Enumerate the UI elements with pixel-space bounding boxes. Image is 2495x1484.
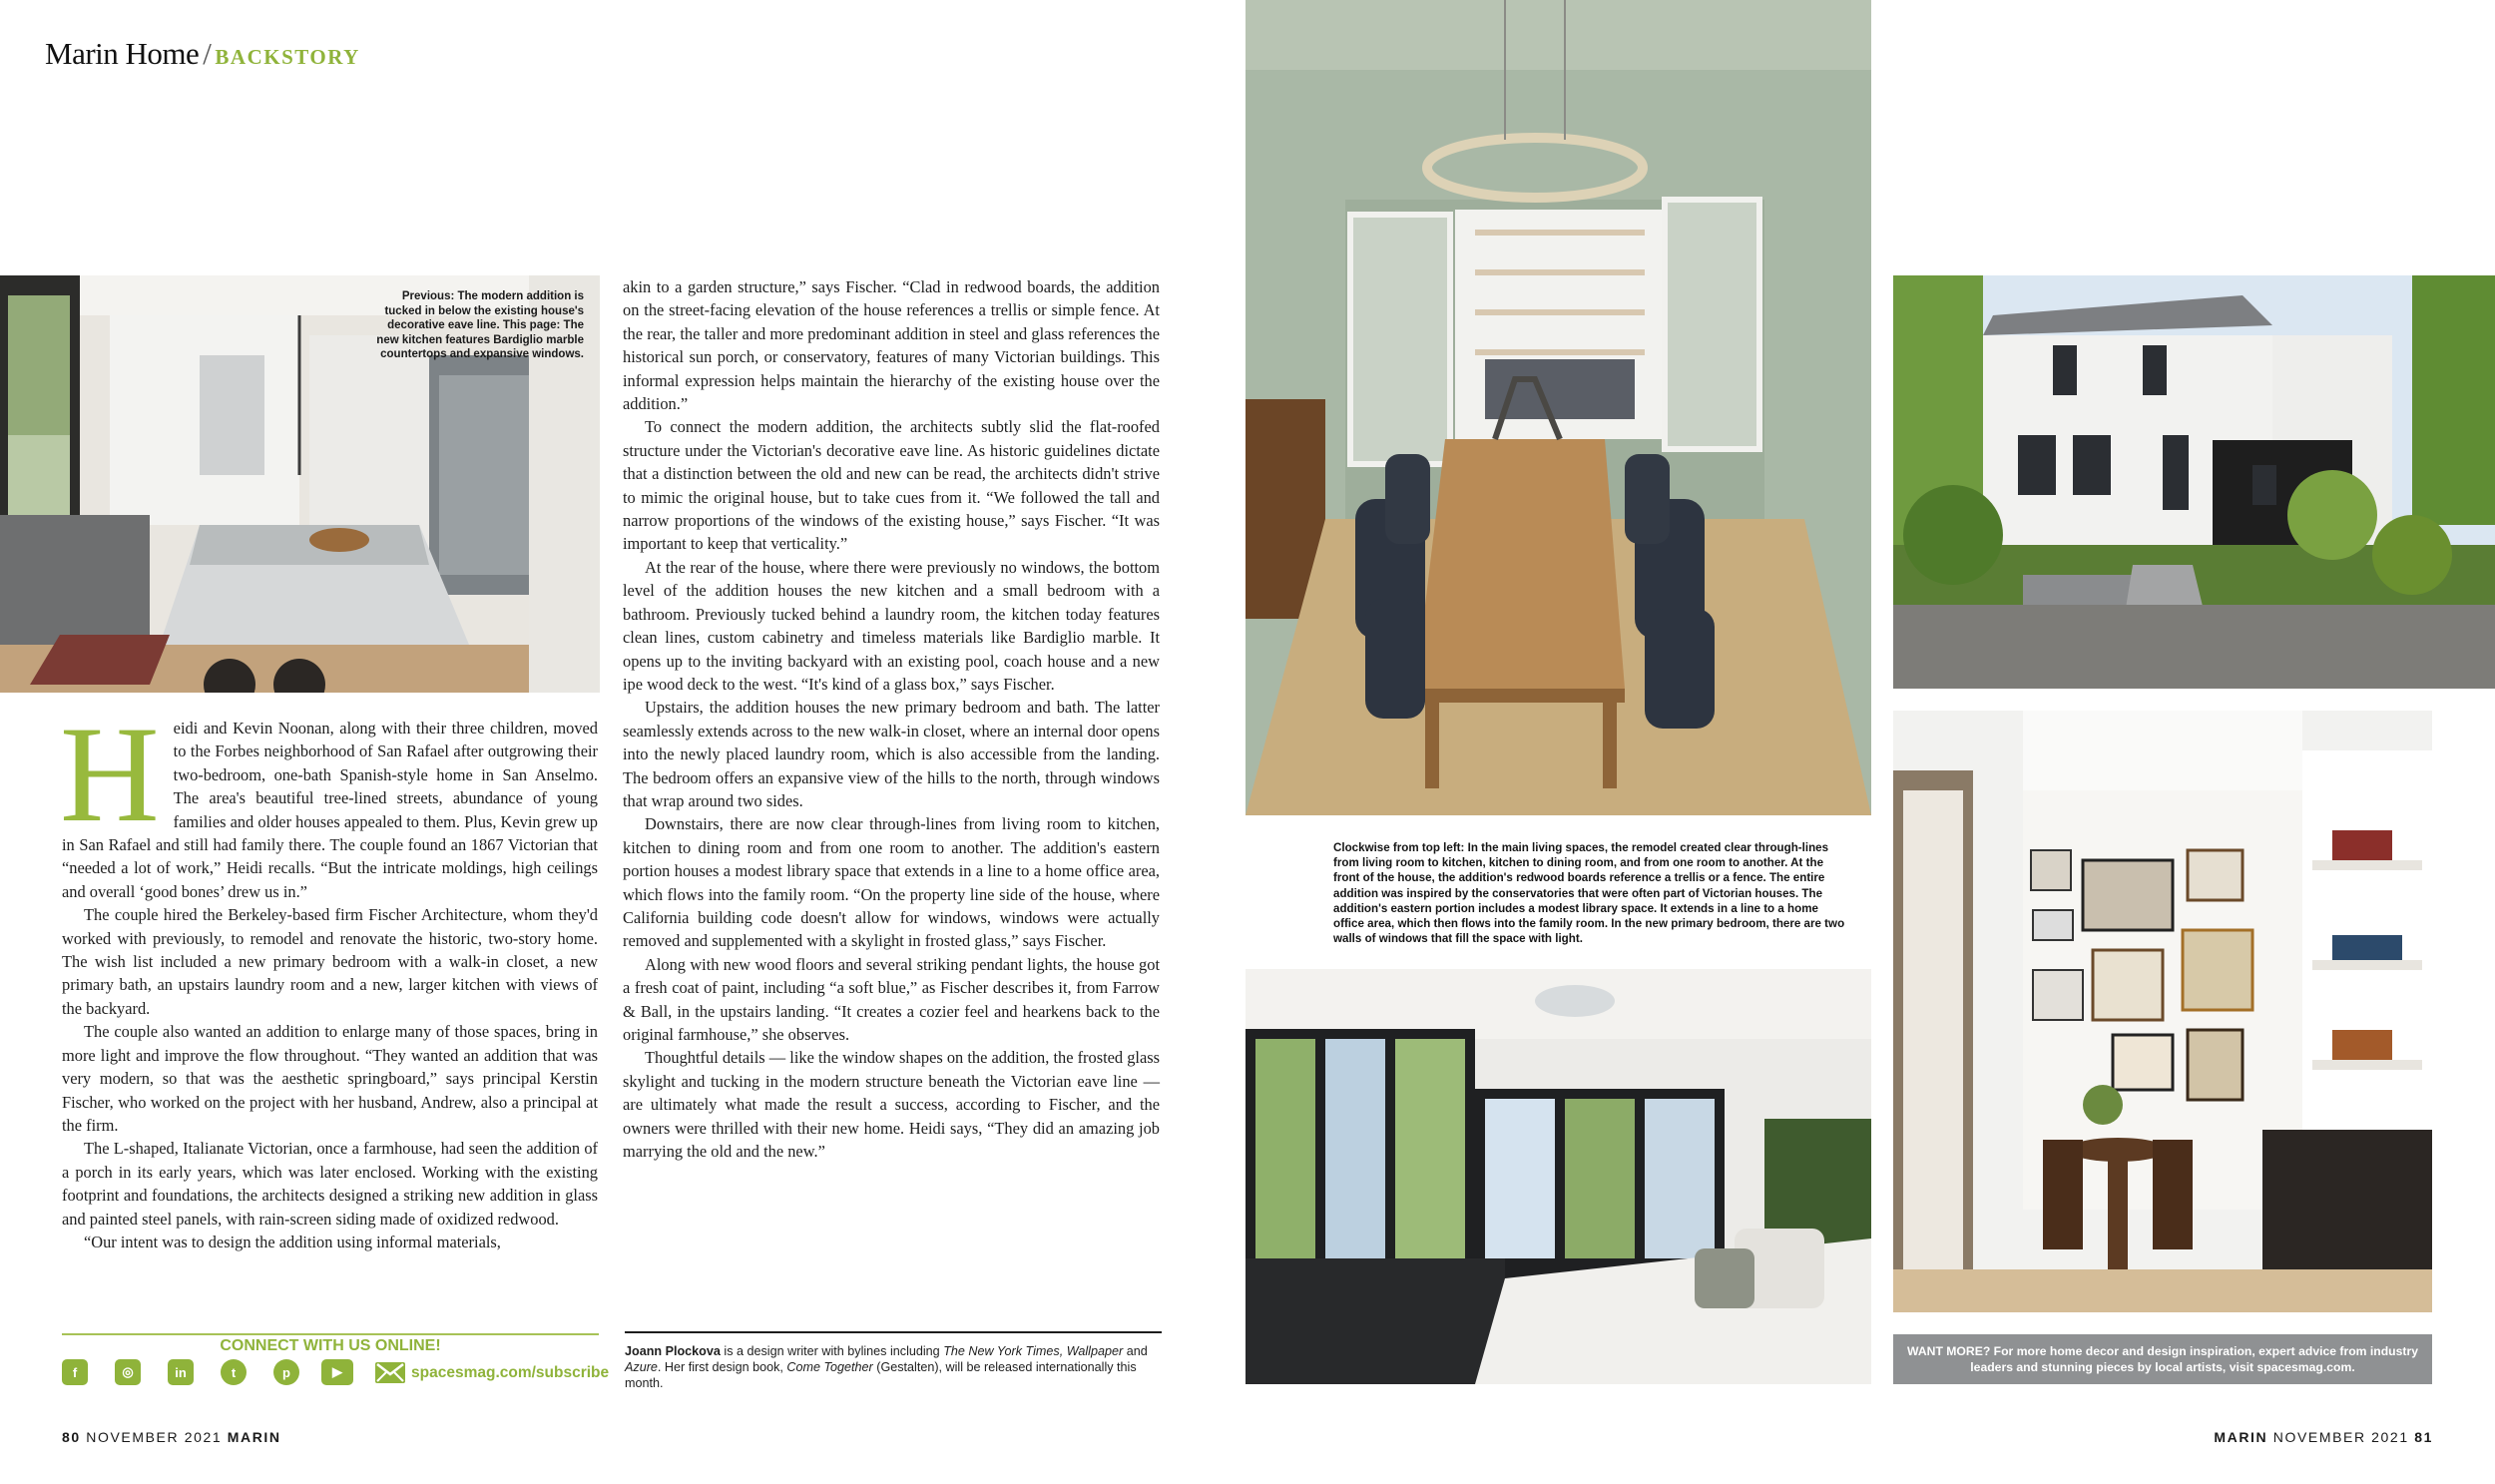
- paragraph: Thoughtful details — like the window shapes on the addition, the frosted glass skylight and tucking in the modern structure beneath the Victorian eave line — are ultimately what made the result a success, according to Fischer, and the owners were thrilled with their new home. Heidi says, “They did an amazing job marrying the old and the new.”: [623, 1048, 1160, 1162]
- running-header: [45, 36, 360, 72]
- author-name: Joann Plockova: [625, 1344, 721, 1358]
- paragraph: Upstairs, the addition houses the new primary bedroom and bath. The latter seamlessly extends across to the new walk-in closet, where an internal door opens into the newly placed laundry room, which is also accessible from the landing. The bedroom offers an expansive view of the hills to the north, through windows that wrap around two sides.: [623, 698, 1160, 810]
- book-title: Come Together: [786, 1360, 873, 1374]
- bio-rule: [625, 1331, 1162, 1333]
- youtube-icon[interactable]: ▶: [321, 1359, 353, 1385]
- kitchen-photo-caption: Previous: The modern addition is tucked in below the existing house's decorative eave line. This page: The new kitchen features Bardiglio marble countertops and expansive windows.: [376, 290, 584, 360]
- page-number: 81: [2414, 1429, 2433, 1445]
- bio-text: and: [1123, 1344, 1148, 1358]
- folio-left: [62, 1429, 281, 1445]
- brand-name: Marin Home: [45, 36, 200, 71]
- paragraph: To connect the modern addition, the architects subtly slid the flat-roofed structure under the Victorian's decorative eave line. As historic guidelines dictate that a distinction between the old and new can be read, the architects didn't strive to mimic the original house, but to take cues from it. “We followed the tall and narrow proportions of the windows of the existing house,” says Fischer. “It was important to keep that verticality.”: [623, 417, 1160, 554]
- paragraph: The couple also wanted an addition to enlarge many of those spaces, bring in more light and improve the flow throughout. “They wanted an addition that was very modern, so that was the aesthetic springboard,” says principal Kerstin Fischer, who worked on the project with her husband, Andrew, also a principal at the firm.: [62, 1022, 598, 1135]
- drop-cap: H: [60, 698, 160, 850]
- magazine-name: MARIN: [2214, 1429, 2268, 1445]
- magazine-name: MARIN: [227, 1429, 281, 1445]
- issue-date: NOVEMBER 2021: [2272, 1429, 2409, 1445]
- paragraph: At the rear of the house, where there were previously no windows, the bottom level of the addition houses the new kitchen and a small bedroom with a bathroom. Previously tucked behind a laundry room, the kitchen today features clean lines, custom cabinetry and timeless materials like Bardiglio marble. It opens up to the inviting backyard with an existing pool, coach house and a new ipe wood deck to the west. “It's kind of a glass box,” says Fischer.: [623, 557, 1160, 694]
- section-name: BACKSTORY: [215, 45, 360, 69]
- bio-text: . Her first design book,: [657, 1360, 787, 1374]
- paragraph: Downstairs, there are now clear through-lines from living room to kitchen, kitchen to dining room and from one room to another. The addition's eastern portion houses a modest library space that extends in a line to a home office area, which flows into the family room. “On the property line side of the house, where California building code doesn't allow for windows, windows were actually removed and supplemented with a skylight in frosted glass,” says Fischer.: [623, 814, 1160, 951]
- library-office-photo: [1893, 711, 2432, 1312]
- connect-title: CONNECT WITH US ONLINE!: [220, 1337, 441, 1354]
- twitter-icon[interactable]: t: [221, 1359, 247, 1385]
- paragraph: eidi and Kevin Noonan, along with their three children, moved to the Forbes neighborhood of San Rafael after outgrowing their two-bedroom, one-bath Spanish-style home in San Anselmo. The area's beautiful tree-lined streets, abundance of young families and older houses appealed to them. Plus, Kevin grew up in San Rafael and still had family there. The couple found an 1867 Victorian that “needed a lot of work,” Heidi recalls. “But the intricate moldings, high ceilings and overall ‘good bones’ drew us in.”: [62, 719, 598, 901]
- paragraph: The couple hired the Berkeley-based firm Fischer Architecture, whom they'd worked with previously, to remodel and renovate the historic, two-story home. The wish list included a new primary bedroom with a walk-in closet, a new primary bath, an upstairs laundry room and a new, larger kitchen with views of the backyard.: [62, 905, 598, 1018]
- paragraph: The L-shaped, Italianate Victorian, once a farmhouse, had seen the addition of a porch in its early years, which was later enclosed. Working with the existing footprint and foundations, the architects designed a striking new addition in glass and painted steel panels, with rain-screen siding made of oxidized redwood.: [62, 1139, 598, 1229]
- facebook-icon[interactable]: f: [62, 1359, 88, 1385]
- instagram-icon[interactable]: ◎: [115, 1359, 141, 1385]
- house-exterior-photo: [1893, 275, 2495, 689]
- dining-room-photo: [1246, 0, 1871, 815]
- publication-name: The New York Times, Wallpaper: [943, 1344, 1124, 1358]
- bio-text: (Gestalten), will be released internationally this month.: [625, 1360, 1137, 1390]
- linkedin-icon[interactable]: in: [168, 1359, 194, 1385]
- folio-right: [2214, 1429, 2433, 1445]
- mail-icon[interactable]: [375, 1362, 405, 1383]
- paragraph: Along with new wood floors and several striking pendant lights, the house got a fresh coat of paint, including “a soft blue,” as Fischer describes it, from Farrow & Ball, in the upstairs landing. “It creates a cozier feel and hearkens back to the original farmhouse,” she observes.: [623, 954, 1160, 1044]
- issue-date: NOVEMBER 2021: [86, 1429, 223, 1445]
- pinterest-icon[interactable]: p: [273, 1359, 299, 1385]
- header-slash: /: [203, 36, 212, 71]
- photo-caption: Clockwise from top left: In the main living spaces, the remodel created clear through-lines from living room to kitchen, kitchen to dining room, and from one room to another. At the front of the house, the addition's redwood boards reference a trellis or a fence. The entire addition was inspired by the conservatories that were often part of Victorian houses. The addition's eastern portion includes a modest library space. It extends in a line to a home office area, which then flows into the family room. In the new primary bedroom, there are two walls of windows that fill the space with light.: [1333, 841, 1845, 946]
- connect-rule: [62, 1333, 599, 1335]
- subscribe-link[interactable]: spacesmag.com/subscribe: [411, 1364, 610, 1381]
- author-bio: [625, 1343, 1164, 1391]
- paragraph: akin to a garden structure,” says Fischer. “Clad in redwood boards, the addition on the street-facing elevation of the house references a trellis or simple fence. At the rear, the taller and more predominant addition in steel and glass references the historical sun porch, or conservatory, features of many Victorian buildings. This informal expression helps maintain the hierarchy of the existing house over the addition.”: [623, 277, 1160, 414]
- publication-name: Azure: [625, 1360, 658, 1374]
- bio-text: is a design writer with bylines including: [720, 1344, 944, 1358]
- article-column-left: [60, 698, 598, 1253]
- page-number: 80: [62, 1429, 81, 1445]
- want-more-box: WANT MORE? For more home decor and design inspiration, expert advice from industry leaders and stunning pieces by local artists, visit spacesmag.com.: [1893, 1334, 2432, 1384]
- bedroom-photo: [1246, 969, 1871, 1384]
- article-column-middle: [623, 275, 1160, 1163]
- paragraph: “Our intent was to design the addition using informal materials,: [84, 1232, 501, 1251]
